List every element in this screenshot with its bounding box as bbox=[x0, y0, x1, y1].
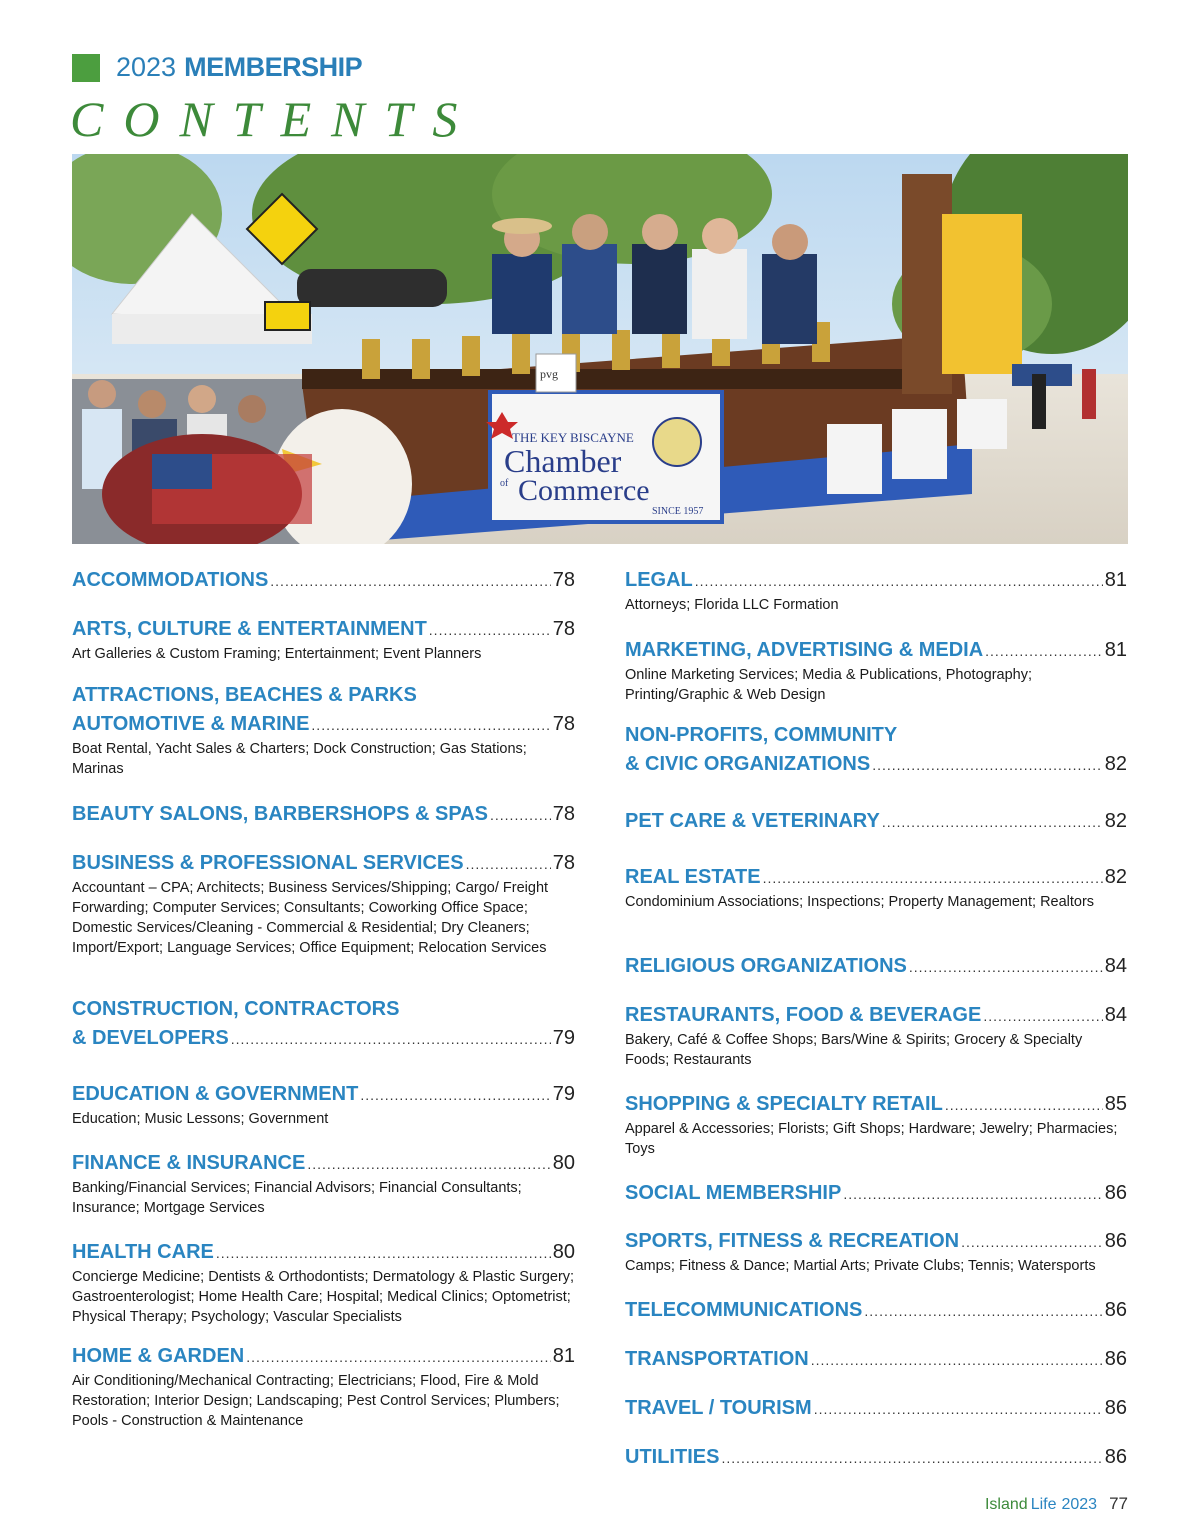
toc-entry-description: Banking/Financial Services; Financial Advisors; Financial Consultants; Insurance; Mortgage Services bbox=[72, 1180, 522, 1216]
toc-entry-description: Air Conditioning/Mechanical Contracting; Electricians; Flood, Fire & Mold Restoration; Interior Design; Landscaping; Pest Control Services; Plumbers; Pools - Construction & Maintenance bbox=[72, 1373, 560, 1429]
toc-entry-description: Camps; Fitness & Dance; Martial Arts; Private Clubs; Tennis; Watersports bbox=[625, 1258, 1096, 1274]
toc-entry-title: FINANCE & INSURANCE bbox=[72, 1152, 306, 1174]
dot-leader bbox=[429, 616, 551, 645]
green-square-icon bbox=[72, 54, 100, 82]
toc-entry[interactable] bbox=[72, 800, 575, 829]
dot-leader bbox=[961, 1228, 1103, 1257]
dot-leader bbox=[490, 801, 551, 830]
toc-entry-title: BEAUTY SALONS, BARBERSHOPS & SPAS bbox=[72, 803, 488, 825]
toc-entry-title-line1: CONSTRUCTION, CONTRACTORS bbox=[72, 998, 400, 1020]
toc-entry[interactable] bbox=[72, 995, 575, 1053]
toc-entry-title: REAL ESTATE bbox=[625, 866, 761, 888]
toc-entry[interactable] bbox=[72, 1238, 575, 1327]
toc-entry[interactable] bbox=[625, 1345, 1127, 1374]
toc-entry-description: Education; Music Lessons; Government bbox=[72, 1111, 329, 1127]
toc-entry-title-line1: ATTRACTIONS, BEACHES & PARKS bbox=[72, 684, 417, 706]
toc-entry[interactable] bbox=[72, 1149, 575, 1218]
banner-line2: Chamber bbox=[504, 443, 622, 479]
toc-entry-description: Condominium Associations; Inspections; Property Management; Realtors bbox=[625, 894, 1095, 910]
toc-entry-page: 79 bbox=[552, 1027, 575, 1049]
toc-entry-title: EDUCATION & GOVERNMENT bbox=[72, 1083, 359, 1105]
dot-leader bbox=[311, 711, 550, 740]
toc-entry-description: Accountant – CPA; Architects; Business Services/Shipping; Cargo/ Freight Forwarding; Computer Services; Consultants; Coworking Office Space; Domestic Services/Cleaning - Commercial & Residential; Dry Cleaners; Import/Export; Language Services; Office Equipment; Relocation Services bbox=[72, 880, 549, 956]
toc-entry-page: 78 bbox=[552, 618, 575, 640]
toc-entry-page: 86 bbox=[1104, 1397, 1127, 1419]
dot-leader bbox=[909, 953, 1103, 982]
toc-entry[interactable] bbox=[625, 636, 1127, 705]
toc-entry[interactable] bbox=[625, 1179, 1127, 1208]
toc-entry[interactable] bbox=[72, 681, 575, 779]
footer-life: Life bbox=[1030, 1496, 1057, 1513]
toc-entry-description: Apparel & Accessories; Florists; Gift Shops; Hardware; Jewelry; Pharmacies; Toys bbox=[625, 1121, 1118, 1157]
toc-entry-title: RESTAURANTS, FOOD & BEVERAGE bbox=[625, 1004, 982, 1026]
toc-entry-page: 84 bbox=[1104, 1004, 1127, 1026]
banner-line4: Commerce bbox=[518, 474, 650, 507]
toc-entry-description: Boat Rental, Yacht Sales & Charters; Dock Construction; Gas Stations; Marinas bbox=[72, 741, 527, 777]
toc-entry-page: 78 bbox=[552, 713, 575, 735]
toc-entry[interactable] bbox=[625, 1001, 1127, 1070]
dot-leader bbox=[882, 808, 1103, 837]
toc-entry-page: 86 bbox=[1104, 1182, 1127, 1204]
toc-entry-title: HOME & GARDEN bbox=[72, 1345, 245, 1367]
toc-entry-title: HEALTH CARE bbox=[72, 1241, 214, 1263]
toc-entry-page: 79 bbox=[552, 1083, 575, 1105]
toc-entry-title: SPORTS, FITNESS & RECREATION bbox=[625, 1230, 960, 1252]
header-membership: MEMBERSHIP bbox=[184, 52, 363, 82]
dot-leader bbox=[843, 1180, 1102, 1209]
toc-entry-title: RELIGIOUS ORGANIZATIONS bbox=[625, 955, 907, 977]
toc-entry-title: TRANSPORTATION bbox=[625, 1348, 809, 1370]
toc-entry-title: ARTS, CULTURE & ENTERTAINMENT bbox=[72, 618, 427, 640]
toc-entry[interactable] bbox=[72, 1342, 575, 1431]
toc-entry[interactable] bbox=[72, 1080, 575, 1129]
toc-entry[interactable] bbox=[72, 566, 575, 595]
dot-leader bbox=[872, 751, 1103, 780]
toc-entry-title: TRAVEL / TOURISM bbox=[625, 1397, 812, 1419]
toc-entry[interactable] bbox=[625, 1394, 1127, 1423]
dot-leader bbox=[466, 850, 551, 879]
banner-line3: of bbox=[500, 478, 509, 489]
pvg-sign: pvg bbox=[540, 367, 558, 381]
parade-photo bbox=[72, 154, 1128, 544]
toc-entry-title: LEGAL bbox=[625, 569, 693, 591]
footer-island: Island bbox=[984, 1496, 1028, 1513]
toc-entry-page: 78 bbox=[552, 569, 575, 591]
toc-entry-page: 81 bbox=[552, 1345, 575, 1367]
footer-year: 2023 bbox=[1061, 1496, 1098, 1513]
toc-entry-title: UTILITIES bbox=[625, 1446, 720, 1468]
toc-entry-title: AUTOMOTIVE & MARINE bbox=[72, 713, 310, 735]
toc-entry[interactable] bbox=[625, 952, 1127, 981]
dot-leader bbox=[246, 1343, 551, 1372]
toc-entry[interactable] bbox=[72, 615, 575, 664]
toc-entry-page: 82 bbox=[1104, 810, 1127, 832]
toc-entry-page: 86 bbox=[1104, 1446, 1127, 1468]
toc-entry[interactable] bbox=[72, 849, 575, 958]
toc-entry-page: 80 bbox=[552, 1152, 575, 1174]
page-number: 77 bbox=[1109, 1494, 1128, 1513]
toc-entry-page: 80 bbox=[552, 1241, 575, 1263]
page-footer bbox=[985, 1494, 1128, 1514]
dot-leader bbox=[307, 1150, 550, 1179]
toc-entry-description: Attorneys; Florida LLC Formation bbox=[625, 597, 839, 613]
toc-entry-page: 86 bbox=[1104, 1348, 1127, 1370]
dot-leader bbox=[811, 1346, 1103, 1375]
toc-entry-title: & CIVIC ORGANIZATIONS bbox=[625, 753, 871, 775]
toc-entry-title: PET CARE & VETERINARY bbox=[625, 810, 880, 832]
toc-entry-title: SOCIAL MEMBERSHIP bbox=[625, 1182, 842, 1204]
dot-leader bbox=[721, 1444, 1102, 1473]
toc-entry-title-line1: NON-PROFITS, COMMUNITY bbox=[625, 724, 898, 746]
toc-entry-title: & DEVELOPERS bbox=[72, 1027, 229, 1049]
toc-entry-title: ACCOMMODATIONS bbox=[72, 569, 269, 591]
contents-title: CONTENTS bbox=[70, 91, 478, 147]
toc-entry-page: 81 bbox=[1104, 639, 1127, 661]
banner-line5: SINCE 1957 bbox=[652, 506, 704, 517]
toc-entry-title: BUSINESS & PROFESSIONAL SERVICES bbox=[72, 852, 464, 874]
toc-entry-page: 84 bbox=[1104, 955, 1127, 977]
toc-entry-page: 78 bbox=[552, 852, 575, 874]
dot-leader bbox=[763, 864, 1103, 893]
toc-entry-description: Art Galleries & Custom Framing; Entertainment; Event Planners bbox=[72, 646, 482, 662]
dot-leader bbox=[270, 567, 550, 596]
dot-leader bbox=[695, 567, 1103, 596]
toc-entry-description: Online Marketing Services; Media & Publications, Photography; Printing/Graphic & Web Design bbox=[625, 667, 1033, 703]
dot-leader bbox=[985, 637, 1103, 666]
toc-entry-page: 86 bbox=[1104, 1299, 1127, 1321]
toc-entry-description: Bakery, Café & Coffee Shops; Bars/Wine & Spirits; Grocery & Specialty Foods; Restaurants bbox=[625, 1032, 1083, 1068]
toc-entry[interactable] bbox=[625, 721, 1127, 779]
section-header bbox=[72, 52, 362, 83]
toc-entry[interactable] bbox=[625, 566, 1127, 615]
toc-entry-title: SHOPPING & SPECIALTY RETAIL bbox=[625, 1093, 943, 1115]
toc-entry-page: 81 bbox=[1104, 569, 1127, 591]
dot-leader bbox=[216, 1239, 551, 1268]
toc-entry[interactable] bbox=[625, 863, 1127, 912]
header-year: 2023 bbox=[116, 52, 177, 82]
toc-entry[interactable] bbox=[625, 1296, 1127, 1325]
toc-entry-page: 82 bbox=[1104, 753, 1127, 775]
toc-entry[interactable] bbox=[625, 1090, 1127, 1159]
dot-leader bbox=[864, 1297, 1102, 1326]
toc-entry[interactable] bbox=[625, 807, 1127, 836]
toc-entry-page: 82 bbox=[1104, 866, 1127, 888]
toc-entry[interactable] bbox=[625, 1443, 1127, 1472]
toc-entry[interactable] bbox=[625, 1227, 1127, 1276]
toc-entry-page: 85 bbox=[1104, 1093, 1127, 1115]
dot-leader bbox=[945, 1091, 1103, 1120]
banner-line1: THE KEY BISCAYNE bbox=[512, 430, 634, 445]
toc-entry-description: Concierge Medicine; Dentists & Orthodontists; Dermatology & Plastic Surgery; Gastroenterologist; Home Health Care; Hospital; Medical Clinics; Optometrist; Physical Therapy; Psychology; Vascular Specialists bbox=[72, 1269, 575, 1325]
dot-leader bbox=[983, 1002, 1102, 1031]
toc-entry-title: TELECOMMUNICATIONS bbox=[625, 1299, 863, 1321]
toc-entry-page: 78 bbox=[552, 803, 575, 825]
toc-entry-title: MARKETING, ADVERTISING & MEDIA bbox=[625, 639, 984, 661]
toc-entry-page: 86 bbox=[1104, 1230, 1127, 1252]
dot-leader bbox=[814, 1395, 1103, 1424]
dot-leader bbox=[231, 1025, 551, 1054]
dot-leader bbox=[360, 1081, 550, 1110]
